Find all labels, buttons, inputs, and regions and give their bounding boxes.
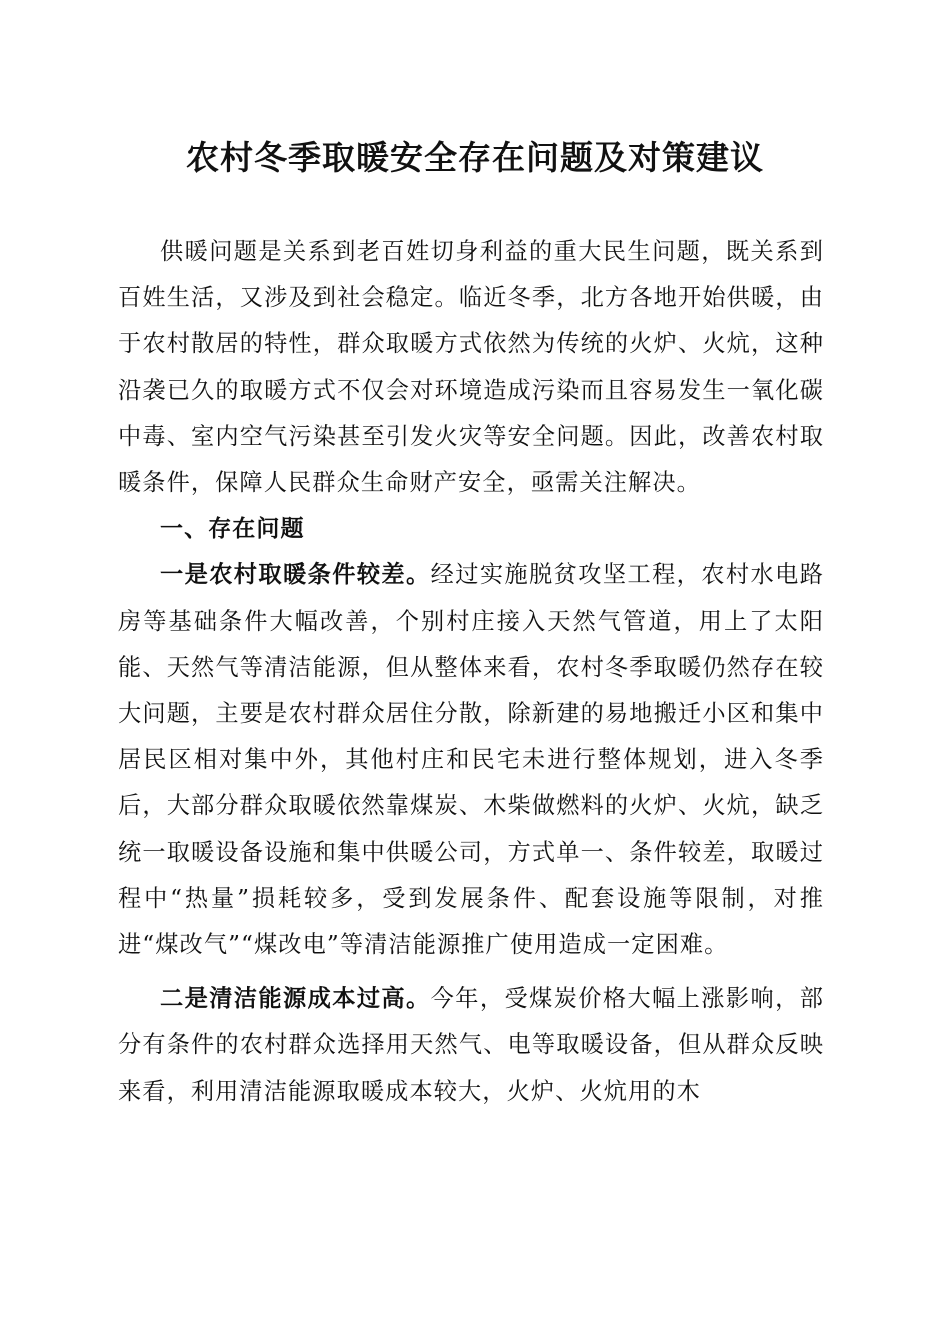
- paragraph-gap: [118, 968, 824, 976]
- document-body: [118, 229, 824, 1115]
- point-one-lead: 一是农村取暖条件较差。: [160, 561, 431, 589]
- point-two-paragraph: [118, 976, 824, 1115]
- section-heading: 一、存在问题: [160, 516, 305, 543]
- point-one-paragraph: [118, 552, 824, 968]
- document-title: 农村冬季取暖安全存在问题及对策建议: [186, 138, 764, 177]
- point-one-text: 经过实施脱贫攻坚工程，农村水电路房等基础条件大幅改善，个别村庄接入天然气管道，用上了太阳能、天然气等清洁能源，但从整体来看，农村冬季取暖仍然存在较大问题，主要是农村群众居住分散，除新建的易地搬迁小区和集中居民区相对集中外，其他村庄和民宅未进行整体规划，进入冬季后，大部分群众取暖依然靠煤炭、木柴做燃料的火炉、火炕，缺乏统一取暖设备设施和集中供暖公司，方式单一、条件较差，取暖过程中“热量”损耗较多，受到发展条件、配套设施等限制，对推进“煤改气”“煤改电”等清洁能源推广使用造成一定困难。: [118, 561, 824, 959]
- intro-paragraph: 供暖问题是关系到老百姓切身利益的重大民生问题，既关系到百姓生活，又涉及到社会稳定。临近冬季，北方各地开始供暖，由于农村散居的特性，群众取暖方式依然为传统的火炉、火炕，这种沿袭已久的取暖方式不仅会对环境造成污染而且容易发生一氧化碳中毒、室内空气污染甚至引发火灾等安全问题。因此，改善农村取暖条件，保障人民群众生命财产安全，亟需关注解决。: [118, 238, 824, 497]
- point-two-lead: 二是清洁能源成本过高。: [160, 985, 431, 1013]
- point-two-text: 今年，受煤炭价格大幅上涨影响，部分有条件的农村群众选择用天然气、电等取暖设备，但从群众反映来看，利用清洁能源取暖成本较大，火炉、火炕用的木: [118, 985, 824, 1105]
